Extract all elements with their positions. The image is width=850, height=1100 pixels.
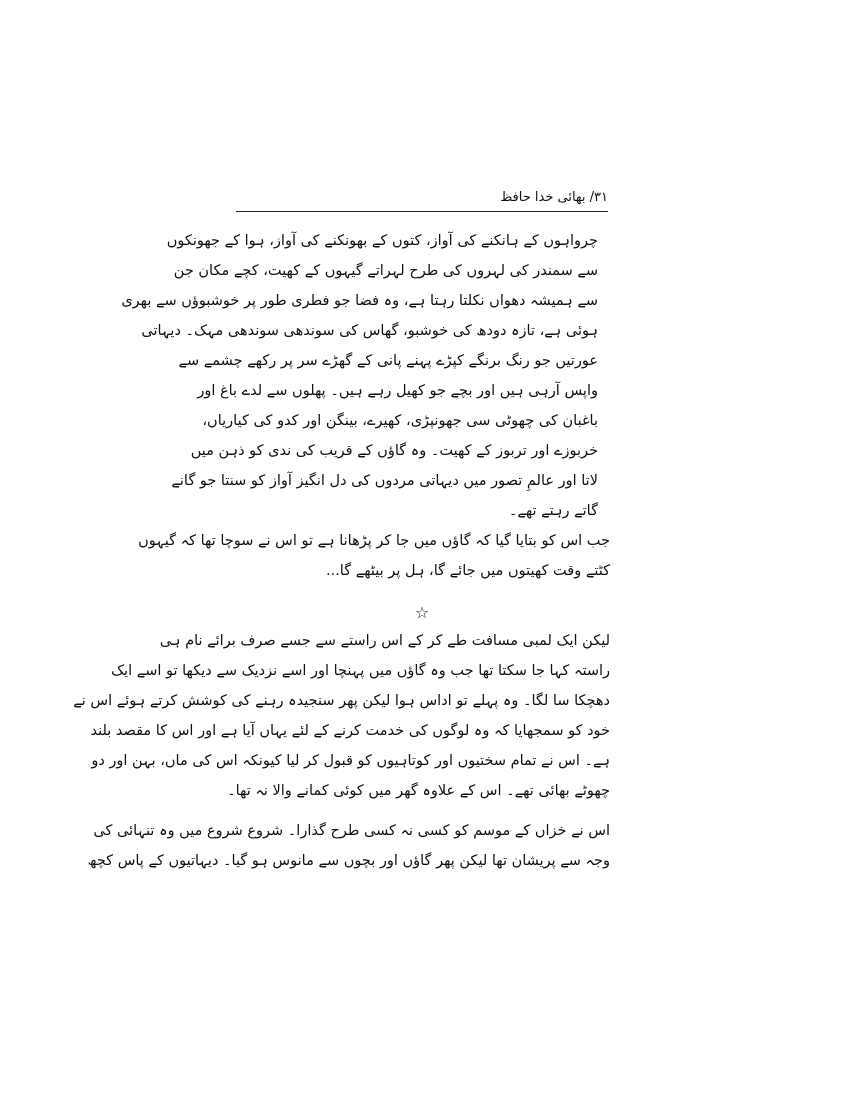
paragraph-line: راستہ کہا جا سکتا تھا جب وہ گاؤں میں پہنچا اور اسے نزدیک سے دیکھا تو اسے ایک xyxy=(111,663,610,679)
quote-line: باغبان کی چھوٹی سی جھونپڑی، کھیرے، بینگن اور کدو کی کیاریاں، xyxy=(202,413,598,429)
paragraph-line: چھوٹے بھائی تھے۔ اس کے علاوہ گھر میں کوئی کمانے والا نہ تھا۔ xyxy=(227,783,610,799)
header-rule xyxy=(236,211,608,212)
quote-line: لاتا اور عالمِ تصور میں دیہاتی مردوں کی دل انگیز آواز کو سنتا جو گانے xyxy=(171,473,598,489)
quote-line: ہوئی ہے، تازہ دودھ کی خوشبو، گھاس کی سوندھی سوندھی مہک۔ دیہاتی xyxy=(141,323,598,339)
paragraph-line: جب اس کو بتایا گیا کہ گاؤں میں جا کر پڑھانا ہے تو اس نے سوچا تھا کہ گیہوں xyxy=(138,533,610,549)
quote-line: واپس آرہی ہیں اور بچے جو کھیل رہے ہیں۔ پھلوں سے لدے باغ اور xyxy=(197,383,598,399)
paragraph-line: ہے۔ اس نے تمام سختیوں اور کوتاہیوں کو قبول کر لیا کیونکہ اس کی ماں، بہن اور دو xyxy=(91,753,610,769)
quote-line: عورتیں جو رنگ برنگے کپڑے پہنے پانی کے گھڑے سر پر رکھے چشمے سے xyxy=(178,353,598,369)
quote-line: خربوزے اور تربوز کے کھیت۔ وہ گاؤں کے قریب کی ندی کو ذہن میں xyxy=(190,443,598,459)
quote-line: سے ہمیشہ دھواں نکلتا رہتا ہے، وہ فضا جو فطری طور پر خوشبوؤں سے بھری xyxy=(121,293,598,309)
quote-line: چرواہوں کے ہانکنے کی آواز، کتوں کے بھونکنے کی آواز، ہوا کے جھونکوں xyxy=(166,233,598,249)
paragraph-line: لیکن ایک لمبی مسافت طے کر کے اس راستے سے جسے صرف برائے نام ہی xyxy=(159,633,610,649)
paragraph-line: دھچکا سا لگا۔ وہ پہلے تو اداس ہوا لیکن پھر سنجیدہ رہنے کی کوشش کرتے ہوئے اس نے xyxy=(73,693,610,709)
paragraph-line: خود کو سمجھایا کہ وہ لوگوں کی خدمت کرنے کے لئے یہاں آیا ہے اور اس کا مقصد بلند xyxy=(90,723,610,739)
star-separator: ☆ xyxy=(414,603,430,622)
running-head: ۳۱/ بھائی خدا حافظ xyxy=(500,190,608,205)
quote-line: گاتے رہتے تھے۔ xyxy=(508,503,598,519)
paragraph-line: وجہ سے پریشان تھا لیکن پھر گاؤں اور بچوں سے مانوس ہو گیا۔ دیہاتیوں کے پاس کچھ xyxy=(87,853,610,869)
paragraph-line: اس نے خزاں کے موسم کو کسی نہ کسی طرح گذارا۔ شروع شروع میں وہ تنہائی کی xyxy=(93,823,610,839)
quote-line: سے سمندر کی لہروں کی طرح لہراتے گیہوں کے کھیت، کچے مکان جن xyxy=(173,263,598,279)
paragraph-line: کٹتے وقت کھیتوں میں جائے گا، ہل پر بیٹھے گا... xyxy=(325,563,610,579)
